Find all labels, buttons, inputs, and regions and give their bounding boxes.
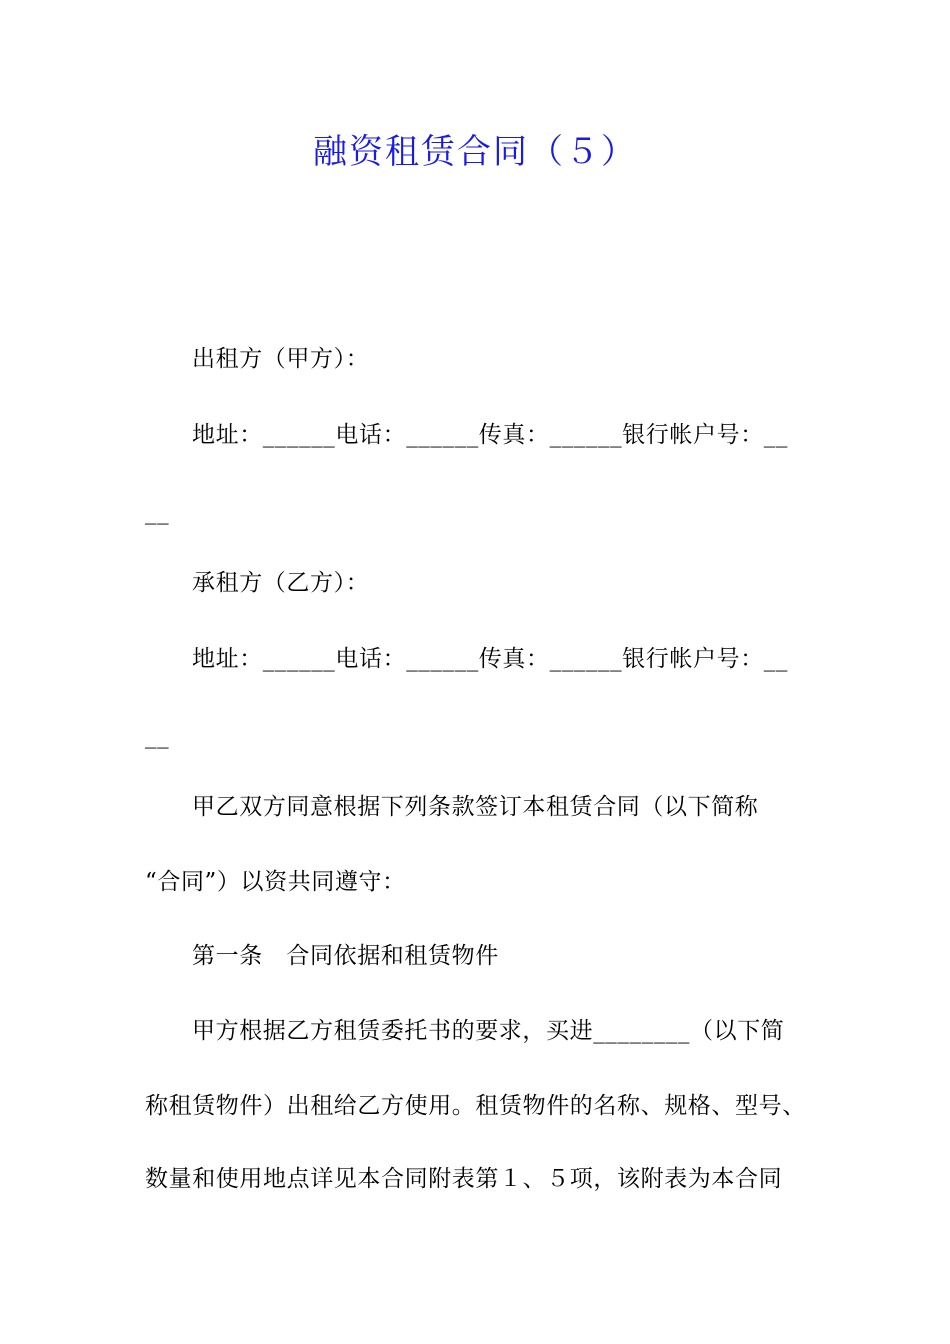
article-1-heading: 第一条 合同依据和租赁物件 [192,943,499,969]
lessor-contact-line: 地址：______电话：______传真：______银行帐户号：__ [192,422,788,448]
lessor-label: 出租方（甲方）： [192,346,370,372]
lessee-label: 承租方（乙方）： [192,570,370,596]
article-1-paragraph-line-1: 甲方根据乙方租赁委托书的要求，买进________（以下简 [192,1018,785,1044]
article-1-paragraph-line-2: 称租赁物件）出租给乙方使用。租赁物件的名称、规格、型号、 [145,1093,806,1119]
article-1-paragraph-line-3: 数量和使用地点详见本合同附表第１、５项，该附表为本合同 [145,1166,783,1192]
lessee-contact-line-continued: __ [145,723,170,749]
document-title: 融资租赁合同（５） [313,132,637,172]
preamble-line-1: 甲乙双方同意根据下列条款签订本租赁合同（以下简称 [192,794,759,820]
lessor-contact-line-continued: __ [145,499,170,525]
preamble-line-2: “合同”）以资共同遵守： [145,869,406,895]
lessee-contact-line: 地址：______电话：______传真：______银行帐户号：__ [192,646,788,672]
